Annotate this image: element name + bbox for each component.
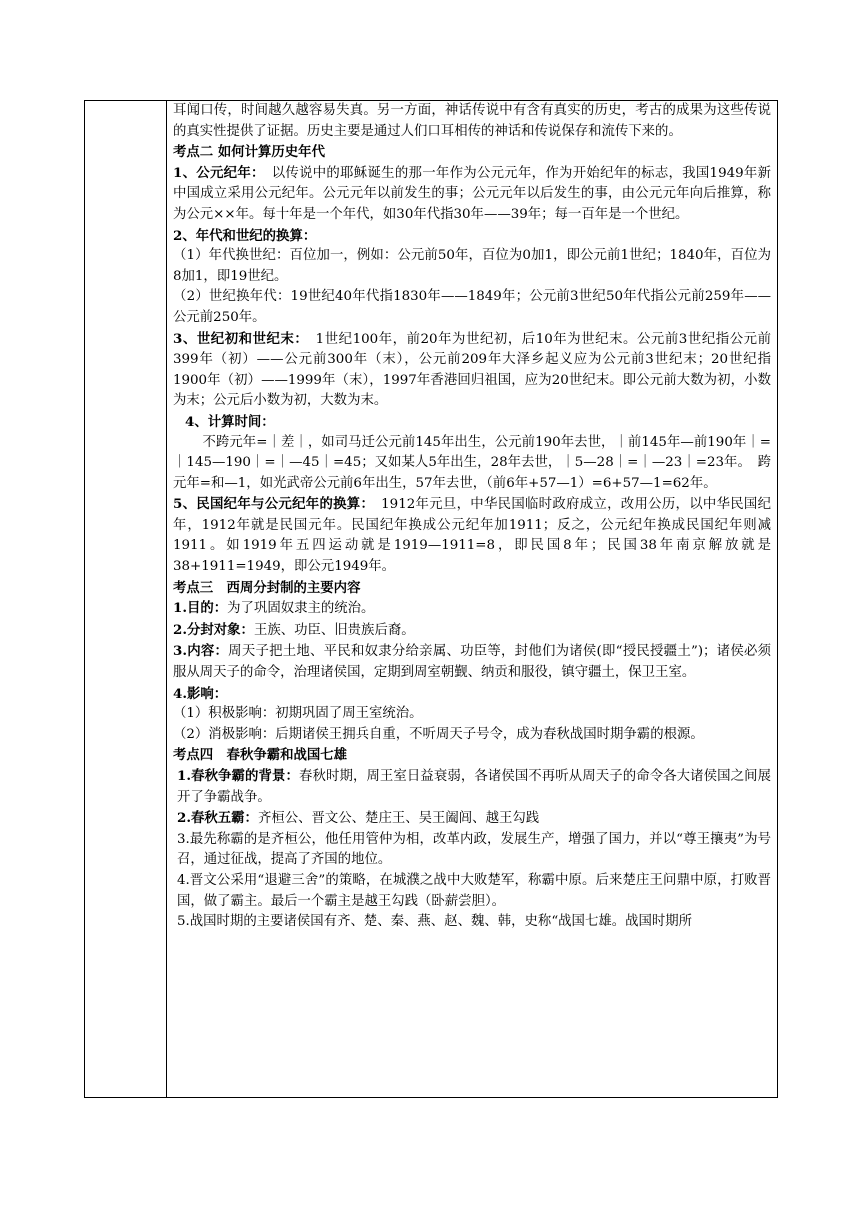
content-table [84, 100, 778, 1098]
left-empty-cell [85, 101, 167, 1097]
text-targets: 王族、功臣、旧贵族后裔。 [253, 622, 415, 638]
paragraph-calc-time: 不跨元年=｜差｜，如司马迁公元前145年出生，公元前190年去世，｜前145年—前190年｜=｜145—190｜=｜—45｜=45；又如某人5年出生，28年去世，｜5—28｜=｜—23｜=23年。 跨元年=和—1，如光武帝公元前6年出生，57年去世，（前6年+57—1）=6+57—1=62年。 [173, 434, 771, 491]
section-title-kd4: 考点四 春秋争霸和战国七雄 [173, 747, 348, 764]
paragraph-five-hegemons [173, 808, 771, 830]
label-background: 1.春秋争霸的背景： [177, 768, 299, 784]
paragraph-targets [173, 620, 771, 642]
label-conversion: 2、年代和世纪的换算： [173, 227, 317, 244]
label-calc-time: 4、计算时间： [185, 413, 275, 430]
paragraph-century-to-decade: （2）世纪换年代：19世纪40年代指1830年——1849年；公元前3世纪50年代指公元前259年——公元前250年。 [173, 289, 771, 325]
paragraph-duke-wen: 4.晋文公采用“退避三舍”的策略，在城濮之战中大败楚军，称霸中原。后来楚庄王问鼎中原，打败晋国，做了霸主。最后一个霸主是越王勾践（卧薪尝胆）。 [177, 872, 771, 909]
text-minguo: 1912年元旦，中华民国临时政府成立，改用公历，以中华民国纪年，1912年就是民国元年。民国纪年换成公元纪年加1911；反之，公元纪年换成民国纪年则减1911。如1919年五四运动就是1919—1911=8，即民国8年；民国38年南京解放就是38+1911=1949，即公元1949年。 [173, 497, 772, 575]
text-five-hegemons: 齐桓公、晋文公、楚庄王、吴王阖闾、越王勾践 [257, 811, 540, 827]
label-ad-era: 1、公元纪年： [173, 164, 259, 181]
label-content: 3.内容： [173, 643, 229, 660]
paragraph-ad-era [173, 163, 771, 226]
label-minguo: 5、民国纪年与公元纪年的换算： [173, 496, 368, 513]
label-targets: 2.分封对象： [173, 621, 254, 638]
label-purpose: 1.目的： [173, 600, 228, 617]
paragraph-content [173, 641, 771, 683]
paragraph-warring-states: 5.战国时期的主要诸侯国有齐、楚、秦、燕、赵、魏、韩，史称“战国七雄。战国时期所 [177, 914, 693, 930]
section-title-kd2: 考点二 如何计算历史年代 [173, 144, 325, 161]
paragraph-negative-influence: （2）消极影响：后期诸侯王拥兵自重，不听周天子号令，成为春秋战国时期争霸的根源。 [173, 726, 704, 742]
label-century-start-end: 3、世纪初和世纪末： [173, 330, 302, 347]
intro-paragraph: 耳闻口传，时间越久越容易失真。另一方面，神话传说中有含有真实的历史，考古的成果为这些传说的真实性提供了证据。历史主要是通过人们口耳相传的神话和传说保存和流传下来的。 [173, 103, 771, 139]
label-influence: 4.影响： [173, 685, 228, 702]
text-purpose: 为了巩固奴隶主的统治。 [227, 601, 375, 617]
paragraph-minguo [173, 494, 771, 577]
text-ad-era: 以传说中的耶稣诞生的那一年作为公元元年，作为开始纪年的标志，我国1949年新中国成立采用公元纪年。公元元年以前发生的事；公元元年以后发生的事，由公元元年向后推算，称为公元××年。每十年是一个年代，如30年代指30年——39年；每一百年是一个世纪。 [173, 165, 771, 222]
section-title-kd3: 考点三 西周分封制的主要内容 [173, 579, 361, 596]
content-cell [173, 101, 771, 933]
paragraph-purpose [173, 598, 771, 620]
text-century-start-end: 1世纪100年，前20年为世纪初，后10年为世纪末。公元前3世纪指公元前399年（初）——公元前300年（末），公元前209年大泽乡起义应为公元前3世纪末；20世纪指1900年（初）——1999年（末），1997年香港回归祖国，应为20世纪末。即公元前大数为初，小数为末；公元后小数为初，大数为末。 [173, 331, 771, 409]
paragraph-background [173, 766, 771, 808]
paragraph-decade-to-century: （1）年代换世纪：百位加一，例如：公元前50年，百位为0加1，即公元前1世纪；1840年，百位为8加1，即19世纪。 [173, 248, 771, 284]
text-content: 周天子把土地、平民和奴隶分给亲属、功臣等，封他们为诸侯(即“授民授疆土”)；诸侯必须服从周天子的命令，治理诸侯国，定期到周室朝觐、纳贡和服役，镇守疆土，保卫王室。 [173, 644, 772, 681]
paragraph-positive-influence: （1）积极影响：初期巩固了周王室统治。 [173, 706, 423, 722]
paragraph-century-start-end [173, 329, 771, 412]
paragraph-duke-huan: 3.最先称霸的是齐桓公，他任用管仲为相，改革内政，发展生产，增强了国力，并以“尊王攘夷”为号召，通过征战，提高了齐国的地位。 [177, 831, 771, 868]
label-five-hegemons: 2.春秋五霸： [177, 810, 258, 827]
text-background: 春秋时期，周王室日益衰弱，各诸侯国不再听从周天子的命令各大诸侯国之间展开了争霸战争。 [177, 769, 772, 805]
